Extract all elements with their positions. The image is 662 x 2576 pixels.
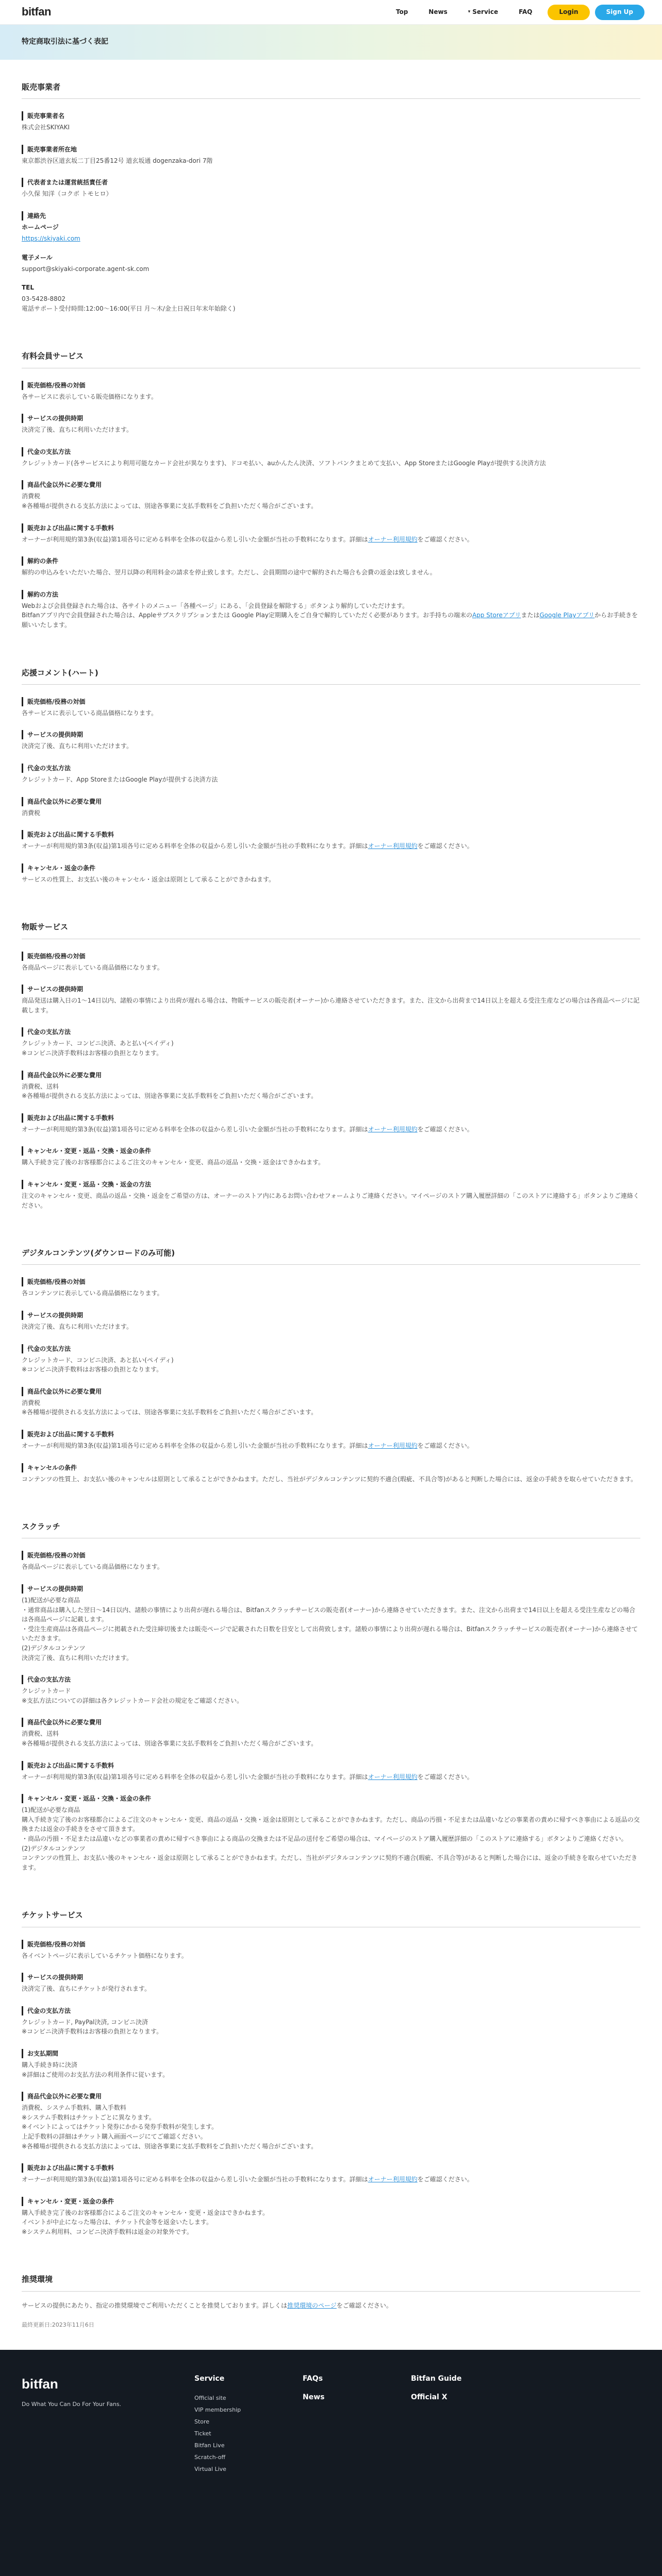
last-updated: 最終更新日:2023年11月6日 (22, 2321, 94, 2329)
item-body-suffix: をご確認ください。 (417, 1442, 473, 1449)
item-title: キャンセル・変更・返品・交換・返金の条件 (22, 1146, 640, 1156)
item-body: 小久保 知洋（コクボ トモヒロ） (22, 190, 112, 198)
item-body: 株式会社SKIYAKI (22, 124, 70, 131)
list-item (22, 2006, 640, 2037)
item-body: 商品発送は購入日の1〜14日以内、諸般の事情により出荷が遅れる場合は、物販サービスの販売者(オーナー)から連絡させていただきます。また、注文から出荷まで14日以上を超える受注生産などの場合は各商品ページに記載します。 (22, 997, 640, 1014)
list-item (22, 1113, 640, 1134)
environment-section (22, 2274, 640, 2329)
item-title: 代金の支払方法 (22, 1344, 640, 1353)
item-title: 代金の支払方法 (22, 764, 640, 773)
footer-link[interactable]: Scratch-off (194, 2454, 226, 2461)
login-button[interactable]: Login (548, 5, 589, 20)
environment-text-suffix: をご確認ください。 (336, 2301, 392, 2309)
footer-guide-col (411, 2374, 519, 2562)
site-header (0, 0, 662, 25)
app-store-link[interactable]: App Storeアプリ (472, 612, 521, 619)
item-title: 代金の支払方法 (22, 1027, 640, 1037)
item-body: クレジットカード、コンビニ決済、あと払い(ペイディ) ※コンビニ決済手数料はお客様の負担となります。 (22, 1356, 174, 1374)
item-body: クレジットカード, PayPal決済, コンビニ決済 ※コンビニ決済手数料はお客様の負担となります。 (22, 2018, 163, 2036)
list-item (22, 1071, 640, 1101)
item-body-suffix: をご確認ください。 (417, 2176, 473, 2183)
list-item (22, 178, 640, 199)
list-item (22, 952, 640, 973)
footer-news-link[interactable]: News (303, 2393, 325, 2402)
digital-content-section (22, 1247, 640, 1484)
nav-service[interactable] (468, 7, 498, 17)
item-body: 購入手続き完了後のお客様都合によるご注文のキャンセル・変更、商品の返品・交換・返金はできかねます。 (22, 1159, 325, 1166)
item-body: 各サービスに表示している販売価格になります。 (22, 393, 158, 400)
environment-link[interactable]: 推奨環境のページ (287, 2301, 337, 2309)
nav-faq-label: FAQ (519, 8, 533, 16)
item-title: サービスの提供時期 (22, 730, 640, 739)
list-item (22, 697, 640, 718)
item-body: 決済完了後、直ちに利用いただけます。 (22, 426, 133, 434)
signup-button[interactable]: Sign Up (595, 5, 644, 20)
list-item (22, 1761, 640, 1782)
item-body: 購入手続き時に決済 ※詳細はご使用のお支払方法の利用条件に従います。 (22, 2061, 169, 2078)
list-item (22, 2163, 640, 2184)
item-body-suffix: からお手続きを願いいたします。 (22, 612, 638, 629)
item-title: 代金の支払方法 (22, 1675, 640, 1684)
item-body: オーナーが利用規約第3条(収益)第1項各号に定める料率を全体の収益から差し引いた金額が当社の手数料になります。詳細は (22, 1773, 368, 1781)
list-item (22, 797, 640, 818)
item-body: 各イベントページに表示しているチケット価格になります。 (22, 1952, 188, 1959)
section-title: スクラッチ (22, 1521, 640, 1538)
list-item (22, 414, 640, 435)
item-title: 解約の方法 (22, 590, 640, 599)
item-title: 販売価格/役務の対価 (22, 697, 640, 706)
tel-label: TEL (22, 284, 35, 292)
owner-terms-link[interactable]: オーナー利用規約 (368, 535, 418, 543)
item-body: 決済完了後、直ちにチケットが発行されます。 (22, 1985, 151, 1993)
item-body: 各商品ページに表示している商品価格になります。 (22, 963, 163, 971)
list-item (22, 1277, 640, 1298)
item-body: 決済完了後、直ちに利用いただけます。 (22, 1323, 133, 1331)
section-title: 有料会員サービス (22, 350, 640, 368)
section-title: 推奨環境 (22, 2274, 640, 2291)
item-body: 購入手続き完了後のお客様都合によるご注文のキャンセル・変更・返金はできかねます。 イベントが中止になった場合は、チケット代金等を返金いたします。 ※システム利用料、コンビニ決済手数料は返金の対象外です。 (22, 2209, 269, 2235)
item-title: サービスの提供時期 (22, 414, 640, 423)
item-body: クレジットカード、App StoreまたはGoogle Playが提供する決済方法 (22, 776, 218, 784)
nav-faq[interactable] (519, 7, 532, 17)
footer-service-title: Service (194, 2375, 225, 2383)
site-footer (0, 2350, 662, 2576)
footer-tagline: Do What You Can Do For Your Fans. (22, 2400, 122, 2408)
item-title: 販売価格/役務の対価 (22, 381, 640, 390)
footer-logo[interactable]: bitfan (22, 2376, 58, 2392)
owner-terms-link[interactable]: オーナー利用規約 (368, 842, 418, 850)
bitfan-logo[interactable]: bitfan (22, 5, 51, 19)
scratch-section (22, 1521, 640, 1872)
item-title: 販売価格/役務の対価 (22, 1551, 640, 1560)
item-body: 東京都渋谷区道玄坂二丁目25番12号 道玄坂通 dogenzaka-dori 7階 (22, 157, 213, 164)
item-title: 販売事業者名 (22, 111, 640, 121)
list-item (22, 1146, 640, 1167)
item-title: 商品代金以外に必要な費用 (22, 480, 640, 489)
footer-link[interactable]: VIP membership (194, 2406, 241, 2414)
list-item (22, 1718, 640, 1748)
homepage-label: ホームページ (22, 224, 59, 231)
item-body-suffix: をご確認ください。 (417, 535, 473, 543)
item-title: 販売および出品に関する手数料 (22, 2163, 640, 2173)
item-title: 販売および出品に関する手数料 (22, 1113, 640, 1123)
item-body: コンテンツの性質上、お支払い後のキャンセルは原則として承ることができかねます。ただし、当社がデジタルコンテンツに契約不適合(瑕疵、不具合等)があると判断した場合には、返金の手続きを取らせていただきます。 (22, 1475, 637, 1483)
owner-terms-link[interactable]: オーナー利用規約 (368, 2176, 418, 2183)
item-title: 代金の支払方法 (22, 447, 640, 456)
item-body: オーナーが利用規約第3条(収益)第1項各号に定める料率を全体の収益から差し引いた金額が当社の手数料になります。詳細は (22, 2176, 368, 2183)
footer-brand (22, 2374, 194, 2562)
item-body-suffix: をご確認ください。 (417, 1773, 473, 1781)
list-item (22, 2092, 640, 2151)
list-item (22, 830, 640, 851)
list-item (22, 1794, 640, 1872)
item-title: キャンセル・変更・返品・交換・返金の方法 (22, 1180, 640, 1189)
page-title: 特定商取引法に基づく表記 (22, 38, 108, 46)
list-item (22, 1675, 640, 1705)
email-label: 電子メール (22, 253, 53, 261)
list-item (22, 1027, 640, 1058)
ticket-section (22, 1909, 640, 2236)
footer-link[interactable]: Official site (194, 2395, 226, 2402)
item-body: クレジットカード ※支払方法についての詳細は各クレジットカード会社の規定をご確認ください。 (22, 1687, 243, 1704)
list-item (22, 556, 640, 578)
item-body: 決済完了後、直ちに利用いただけます。 (22, 742, 133, 750)
footer-guide-link[interactable]: Bitfan Guide (411, 2375, 462, 2383)
seller-section (22, 81, 640, 313)
item-title: 販売価格/役務の対価 (22, 1940, 640, 1949)
google-play-link[interactable]: Google Playアプリ (539, 612, 595, 619)
item-body: 消費税 ※各種場が提供される支払方法によっては、別途各事業に支払手数料をご負担いただく場合がございます。 (22, 493, 318, 510)
tel-value: 03-5428-8802 (22, 295, 66, 303)
footer-link[interactable]: Virtual Live (194, 2466, 226, 2473)
list-item (22, 381, 640, 402)
list-item (22, 1463, 640, 1484)
physical-goods-section (22, 921, 640, 1210)
footer-link[interactable]: Store (194, 2418, 210, 2426)
item-body: オーナーが利用規約第3条(収益)第1項各号に定める料率を全体の収益から差し引いた金額が当社の手数料になります。詳細は (22, 1442, 368, 1449)
footer-faq-link[interactable]: FAQs (303, 2375, 323, 2383)
item-body: 解約の申込みをいただいた場合、翌月以降の利用料金の請求を停止致します。ただし、会員期間の途中で解約された場合も会費の返金は致しません。 (22, 569, 436, 577)
item-body-suffix: をご確認ください。 (417, 842, 473, 850)
paid-membership-section (22, 350, 640, 630)
item-title: 商品代金以外に必要な費用 (22, 1718, 640, 1727)
item-body: Webおよび会員登録された場合は、各サイトのメニュー「各種ページ」にある、「会員登録を解除する」ボタンより解約していただけます。 Bitfanアプリ内で会員登録された場合は、Appleサブスクリプションまたは Google Play定期購入をご自身で解約していただく必要があります。お手持ちの端末の (22, 602, 472, 619)
list-item (22, 1180, 640, 1210)
item-title: 販売価格/役務の対価 (22, 1277, 640, 1286)
list-item (22, 447, 640, 468)
list-item (22, 111, 640, 132)
list-item (22, 145, 640, 166)
item-title: 販売および出品に関する手数料 (22, 1430, 640, 1439)
item-title: サービスの提供時期 (22, 1973, 640, 1982)
list-item (22, 1387, 640, 1417)
owner-terms-link[interactable]: オーナー利用規約 (368, 1125, 418, 1133)
section-title: 応援コメント(ハート) (22, 667, 640, 685)
list-item (22, 1551, 640, 1572)
item-title: 商品代金以外に必要な費用 (22, 2092, 640, 2101)
list-item (22, 985, 640, 1015)
item-body: (1)配送が必要な商品 購入手続き完了後のお客様都合によるご注文のキャンセル・変更、商品の返品・交換・返金は原則として承ることができかねます。ただし、商品の汚損・不足または品違いなどの事業者の責めに帰すべき事由による返品の交換または返金の手続きをさせて頂きます。 ・商品の汚損・不足または品違いなどの事業者の責めに帰すべき事由による商品の交換または不足品の送付をご希望の場合は、マイページのストア購入履歴詳細の「このストアに連絡する」ボタンよりご連絡ください。 (2)デジタルコンテンツ コンテンツの性質上、お支払い後のキャンセル・返金は原則として承ることができかねます。ただし、当社がデジタルコンテンツに契約不適合(瑕疵、不具合等)があると判断した場合には、返金の手続きを取らせていただきます。 (22, 1806, 640, 1871)
list-item (22, 764, 640, 785)
item-body: 注文のキャンセル・変更、商品の返品・交換・返金をご希望の方は、オーナーのストア内にあるお問い合わせフォームよりご連絡ください。マイページのストア購入履歴詳細の「このストアに連絡する」ボタンよりご連絡ください。 (22, 1192, 639, 1209)
section-title: 物販サービス (22, 921, 640, 939)
item-title: サービスの提供時期 (22, 1584, 640, 1594)
tel-hours: 電話サポート受付時間:12:00〜16:00(平日 月〜木/金土日祝日年末年始除く) (22, 304, 236, 312)
nav-top-label: Top (395, 8, 408, 16)
page-title-bar (0, 25, 662, 60)
item-title: サービスの提供時期 (22, 985, 640, 994)
environment-text: サービスの提供にあたり、指定の推奨環境でご利用いただくことを推奨しております。詳しくは (22, 2301, 288, 2309)
chevron-down-icon: ▾ (468, 9, 471, 14)
list-item (22, 1430, 640, 1451)
item-body: 消費税、送料 ※各種場が提供される支払方法によっては、別途各事業に支払手数料をご負担いただく場合がございます。 (22, 1082, 318, 1100)
nav-top[interactable] (396, 7, 408, 17)
item-body: 各商品ページに表示している商品価格になります。 (22, 1563, 163, 1571)
list-item (22, 1311, 640, 1332)
item-body-mid: または (521, 612, 540, 619)
section-title: 販売事業者 (22, 81, 640, 99)
list-item (22, 590, 640, 630)
item-title: 商品代金以外に必要な費用 (22, 1387, 640, 1396)
footer-faq-col (303, 2374, 411, 2562)
item-title: 販売および出品に関する手数料 (22, 523, 640, 533)
list-item (22, 730, 640, 751)
list-item (22, 863, 640, 885)
list-item (22, 1973, 640, 1994)
homepage-link[interactable]: https://skiyaki.com (22, 235, 80, 243)
item-title: キャンセル・変更・返金の条件 (22, 2197, 640, 2206)
item-body: 消費税 (22, 809, 41, 817)
cheer-comment-section (22, 667, 640, 885)
item-body: クレジットカード(各サービスにより利用可能なカード会社が異なります)、ドコモ払い、auかんたん決済、ソフトバンクまとめて支払い、App StoreまたはGoogle Playが提供する決済方法 (22, 459, 546, 467)
item-title: 代表者または運営統括責任者 (22, 178, 640, 187)
section-title: チケットサービス (22, 1909, 640, 1927)
item-title: 連絡先 (22, 211, 640, 221)
item-body: オーナーが利用規約第3条(収益)第1項各号に定める料率を全体の収益から差し引いた金額が当社の手数料になります。詳細は (22, 1125, 368, 1133)
item-body: 消費税 ※各種場が提供される支払方法によっては、別途各事業に支払手数料をご負担いただく場合がございます。 (22, 1399, 318, 1416)
list-item (22, 1940, 640, 1961)
item-title: 商品代金以外に必要な費用 (22, 1071, 640, 1080)
item-body: 各サービスに表示している商品価格になります。 (22, 709, 158, 717)
item-title: 代金の支払方法 (22, 2006, 640, 2015)
list-item (22, 480, 640, 511)
item-title: 販売および出品に関する手数料 (22, 830, 640, 839)
item-title: 販売および出品に関する手数料 (22, 1761, 640, 1770)
footer-link[interactable]: Bitfan Live (194, 2442, 225, 2449)
footer-service-col (194, 2374, 303, 2562)
list-item (22, 1584, 640, 1663)
item-body: サービスの性質上、お支払い後のキャンセル・返金は原則として承ることができかねます。 (22, 875, 275, 883)
item-body: オーナーが利用規約第3条(収益)第1項各号に定める料率を全体の収益から差し引いた金額が当社の手数料になります。詳細は (22, 842, 368, 850)
item-body: 消費税、システム手数料、購入手数料 ※システム手数料はチケットごとに異なります。 ※イベントによってはチケット発券にかかる発券手数料が発生します。 上記手数料の詳細はチケット購入画面ページにてご確認ください。 ※各種場が提供される支払方法によっては、別途各事業に支払手数料をご負担いただく場合がございます。 (22, 2104, 318, 2150)
item-body: クレジットカード、コンビニ決済、あと払い(ペイディ) ※コンビニ決済手数料はお客様の負担となります。 (22, 1040, 174, 1057)
email-value: support@skiyaki-corporate.agent-sk.com (22, 265, 150, 273)
owner-terms-link[interactable]: オーナー利用規約 (368, 1773, 418, 1781)
list-item (22, 2197, 640, 2237)
footer-link[interactable]: Ticket (194, 2430, 211, 2437)
item-body: 各コンテンツに表示している商品価格になります。 (22, 1290, 163, 1297)
item-body-suffix: をご確認ください。 (417, 1125, 473, 1133)
list-item (22, 211, 640, 313)
owner-terms-link[interactable]: オーナー利用規約 (368, 1442, 418, 1449)
section-title: デジタルコンテンツ(ダウンロードのみ可能) (22, 1247, 640, 1265)
list-item (22, 1344, 640, 1375)
item-title: 商品代金以外に必要な費用 (22, 797, 640, 806)
list-item (22, 2049, 640, 2079)
item-title: 販売事業者所在地 (22, 145, 640, 154)
item-body: 消費税、送料 ※各種場が提供される支払方法によっては、別途各事業に支払手数料をご負担いただく場合がございます。 (22, 1730, 318, 1747)
item-title: お支払期間 (22, 2049, 640, 2058)
list-item (22, 523, 640, 545)
nav-news-label: News (428, 8, 448, 16)
nav-news[interactable] (428, 7, 447, 17)
item-title: 販売価格/役務の対価 (22, 952, 640, 961)
item-title: サービスの提供時期 (22, 1311, 640, 1320)
main-content (22, 60, 640, 2350)
item-title: キャンセル・変更・返品・交換・返金の条件 (22, 1794, 640, 1803)
item-title: キャンセルの条件 (22, 1463, 640, 1472)
main-nav (396, 5, 644, 20)
footer-official-x-link[interactable]: Official X (411, 2393, 448, 2402)
item-title: 解約の条件 (22, 556, 640, 566)
item-title: キャンセル・返金の条件 (22, 863, 640, 873)
item-body: (1)配送が必要な商品 ・通常商品は購入した翌日〜14日以内、諸般の事情により出荷が遅れる場合は、Bitfanスクラッチサービスの販売者(オーナー)から連絡させていただきます。また、注文から出荷まで14日以上を超える受注生産などの場合は各商品ページに記載します。 ・受注生産商品は各商品ページに掲載された受注締切後または販売ページで記載された日数を目安として出荷致します。諸般の事情により出荷が遅れる場合は、Bitfanスクラッチサービスの販売者(オーナー)から連絡させていただきます。 (2)デジタルコンテンツ 決済完了後、直ちに利用いただけます。 (22, 1597, 638, 1662)
nav-service-label: Service (472, 8, 499, 16)
item-body: オーナーが利用規約第3条(収益)第1項各号に定める料率を全体の収益から差し引いた金額が当社の手数料になります。詳細は (22, 535, 368, 543)
